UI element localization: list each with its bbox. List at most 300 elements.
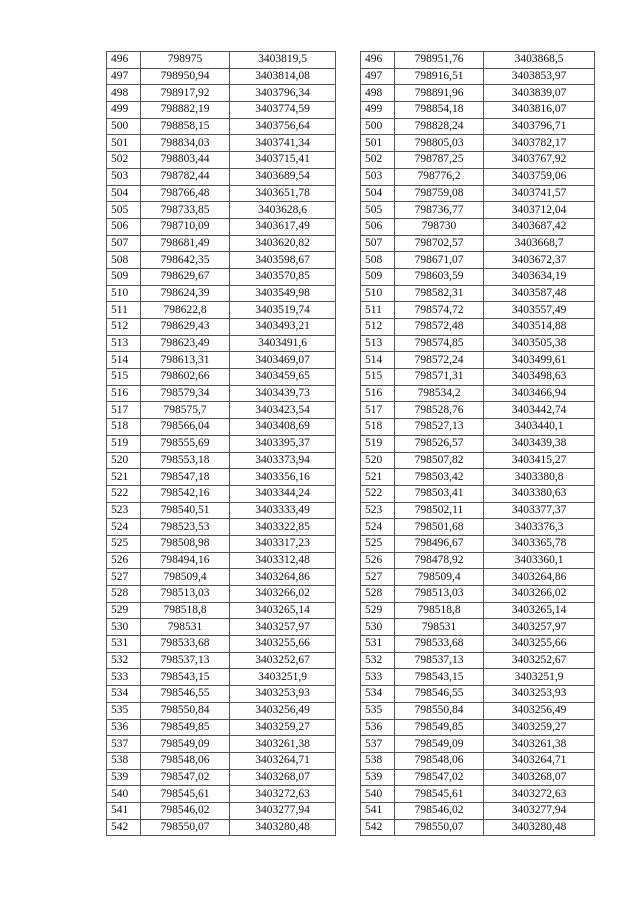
table-row bbox=[361, 268, 595, 285]
x-coordinate-cell: 798776,2 bbox=[395, 168, 484, 185]
table-row bbox=[361, 369, 595, 386]
point-number-cell: 507 bbox=[107, 235, 141, 252]
y-coordinate-cell: 3403816,07 bbox=[484, 102, 595, 119]
y-coordinate-cell: 3403322,85 bbox=[230, 519, 336, 536]
y-coordinate-cell: 3403796,34 bbox=[230, 85, 336, 102]
point-number-cell: 531 bbox=[107, 636, 141, 653]
table-row bbox=[107, 102, 336, 119]
x-coordinate-cell: 798549,09 bbox=[395, 736, 484, 753]
table-row bbox=[107, 118, 336, 135]
point-number-cell: 500 bbox=[107, 118, 141, 135]
y-coordinate-cell: 3403498,63 bbox=[484, 369, 595, 386]
y-coordinate-cell: 3403266,02 bbox=[484, 586, 595, 603]
point-number-cell: 497 bbox=[107, 68, 141, 85]
x-coordinate-cell: 798547,02 bbox=[141, 769, 230, 786]
table-row bbox=[361, 602, 595, 619]
point-number-cell: 523 bbox=[361, 502, 395, 519]
y-coordinate-cell: 3403442,74 bbox=[484, 402, 595, 419]
point-number-cell: 537 bbox=[361, 736, 395, 753]
x-coordinate-cell: 798537,13 bbox=[141, 652, 230, 669]
point-number-cell: 534 bbox=[361, 686, 395, 703]
x-coordinate-cell: 798478,92 bbox=[395, 552, 484, 569]
table-row bbox=[107, 786, 336, 803]
point-number-cell: 513 bbox=[361, 335, 395, 352]
x-coordinate-cell: 798566,04 bbox=[141, 419, 230, 436]
point-number-cell: 541 bbox=[107, 802, 141, 819]
x-coordinate-cell: 798547,02 bbox=[395, 769, 484, 786]
point-number-cell: 508 bbox=[361, 252, 395, 269]
x-coordinate-cell: 798496,67 bbox=[395, 535, 484, 552]
table-row bbox=[361, 185, 595, 202]
table-row bbox=[107, 319, 336, 336]
table-row bbox=[107, 202, 336, 219]
y-coordinate-cell: 3403360,1 bbox=[484, 552, 595, 569]
point-number-cell: 511 bbox=[107, 302, 141, 319]
y-coordinate-cell: 3403373,94 bbox=[230, 452, 336, 469]
y-coordinate-cell: 3403261,38 bbox=[484, 736, 595, 753]
y-coordinate-cell: 3403668,7 bbox=[484, 235, 595, 252]
point-number-cell: 515 bbox=[107, 369, 141, 386]
table-row bbox=[361, 152, 595, 169]
table-row bbox=[361, 135, 595, 152]
y-coordinate-cell: 3403741,34 bbox=[230, 135, 336, 152]
y-coordinate-cell: 3403598,67 bbox=[230, 252, 336, 269]
table-row bbox=[361, 68, 595, 85]
y-coordinate-cell: 3403634,19 bbox=[484, 268, 595, 285]
point-number-cell: 517 bbox=[361, 402, 395, 419]
x-coordinate-cell: 798759,08 bbox=[395, 185, 484, 202]
x-coordinate-cell: 798509,4 bbox=[395, 569, 484, 586]
y-coordinate-cell: 3403376,3 bbox=[484, 519, 595, 536]
table-row bbox=[361, 686, 595, 703]
table-row bbox=[107, 636, 336, 653]
y-coordinate-cell: 3403280,48 bbox=[230, 819, 336, 836]
table-row bbox=[107, 686, 336, 703]
x-coordinate-cell: 798546,02 bbox=[395, 802, 484, 819]
x-coordinate-cell: 798642,35 bbox=[141, 252, 230, 269]
x-coordinate-cell: 798547,18 bbox=[141, 469, 230, 486]
point-number-cell: 510 bbox=[107, 285, 141, 302]
table-row bbox=[361, 435, 595, 452]
y-coordinate-cell: 3403796,71 bbox=[484, 118, 595, 135]
y-coordinate-cell: 3403251,9 bbox=[230, 669, 336, 686]
y-coordinate-cell: 3403264,71 bbox=[230, 752, 336, 769]
x-coordinate-cell: 798533,68 bbox=[395, 636, 484, 653]
x-coordinate-cell: 798782,44 bbox=[141, 168, 230, 185]
x-coordinate-cell: 798549,85 bbox=[395, 719, 484, 736]
y-coordinate-cell: 3403493,21 bbox=[230, 319, 336, 336]
x-coordinate-cell: 798549,09 bbox=[141, 736, 230, 753]
x-coordinate-cell: 798574,72 bbox=[395, 302, 484, 319]
x-coordinate-cell: 798603,59 bbox=[395, 268, 484, 285]
y-coordinate-cell: 3403251,9 bbox=[484, 669, 595, 686]
point-number-cell: 528 bbox=[361, 586, 395, 603]
point-number-cell: 529 bbox=[361, 602, 395, 619]
y-coordinate-cell: 3403268,07 bbox=[230, 769, 336, 786]
table-row bbox=[107, 769, 336, 786]
y-coordinate-cell: 3403356,16 bbox=[230, 469, 336, 486]
table-row bbox=[107, 469, 336, 486]
x-coordinate-cell: 798602,66 bbox=[141, 369, 230, 386]
x-coordinate-cell: 798950,94 bbox=[141, 68, 230, 85]
table-row bbox=[361, 652, 595, 669]
x-coordinate-cell: 798546,02 bbox=[141, 802, 230, 819]
x-coordinate-cell: 798503,42 bbox=[395, 469, 484, 486]
point-number-cell: 525 bbox=[107, 535, 141, 552]
y-coordinate-cell: 3403440,1 bbox=[484, 419, 595, 436]
point-number-cell: 539 bbox=[361, 769, 395, 786]
table-row bbox=[361, 519, 595, 536]
x-coordinate-cell: 798834,03 bbox=[141, 135, 230, 152]
y-coordinate-cell: 3403423,54 bbox=[230, 402, 336, 419]
y-coordinate-cell: 3403261,38 bbox=[230, 736, 336, 753]
table-row bbox=[107, 586, 336, 603]
table-row bbox=[107, 752, 336, 769]
x-coordinate-cell: 798951,76 bbox=[395, 52, 484, 69]
table-row bbox=[107, 602, 336, 619]
x-coordinate-cell: 798550,84 bbox=[141, 702, 230, 719]
point-number-cell: 538 bbox=[361, 752, 395, 769]
x-coordinate-cell: 798882,19 bbox=[141, 102, 230, 119]
point-number-cell: 522 bbox=[107, 485, 141, 502]
table-row bbox=[361, 118, 595, 135]
x-coordinate-cell: 798545,61 bbox=[141, 786, 230, 803]
table-row bbox=[107, 185, 336, 202]
point-number-cell: 531 bbox=[361, 636, 395, 653]
x-coordinate-cell: 798550,07 bbox=[395, 819, 484, 836]
table-row bbox=[107, 419, 336, 436]
y-coordinate-cell: 3403587,48 bbox=[484, 285, 595, 302]
x-coordinate-cell: 798917,92 bbox=[141, 85, 230, 102]
x-coordinate-cell: 798579,34 bbox=[141, 385, 230, 402]
y-coordinate-cell: 3403439,73 bbox=[230, 385, 336, 402]
table-row bbox=[107, 168, 336, 185]
point-number-cell: 509 bbox=[361, 268, 395, 285]
x-coordinate-cell: 798542,16 bbox=[141, 485, 230, 502]
table-row bbox=[107, 68, 336, 85]
table-row bbox=[107, 435, 336, 452]
point-number-cell: 522 bbox=[361, 485, 395, 502]
table-row bbox=[107, 369, 336, 386]
point-number-cell: 505 bbox=[107, 202, 141, 219]
x-coordinate-cell: 798501,68 bbox=[395, 519, 484, 536]
point-number-cell: 497 bbox=[361, 68, 395, 85]
y-coordinate-cell: 3403415,27 bbox=[484, 452, 595, 469]
x-coordinate-cell: 798527,13 bbox=[395, 419, 484, 436]
y-coordinate-cell: 3403819,5 bbox=[230, 52, 336, 69]
y-coordinate-cell: 3403839,07 bbox=[484, 85, 595, 102]
y-coordinate-cell: 3403272,63 bbox=[484, 786, 595, 803]
point-number-cell: 538 bbox=[107, 752, 141, 769]
x-coordinate-cell: 798854,18 bbox=[395, 102, 484, 119]
point-number-cell: 519 bbox=[361, 435, 395, 452]
y-coordinate-cell: 3403277,94 bbox=[484, 802, 595, 819]
point-number-cell: 508 bbox=[107, 252, 141, 269]
y-coordinate-cell: 3403617,49 bbox=[230, 218, 336, 235]
point-number-cell: 505 bbox=[361, 202, 395, 219]
point-number-cell: 526 bbox=[107, 552, 141, 569]
table-row bbox=[361, 535, 595, 552]
table-row bbox=[107, 552, 336, 569]
x-coordinate-cell: 798787,25 bbox=[395, 152, 484, 169]
y-coordinate-cell: 3403255,66 bbox=[230, 636, 336, 653]
table-row bbox=[107, 702, 336, 719]
point-number-cell: 506 bbox=[107, 218, 141, 235]
table-row bbox=[361, 702, 595, 719]
x-coordinate-cell: 798766,48 bbox=[141, 185, 230, 202]
point-number-cell: 504 bbox=[107, 185, 141, 202]
y-coordinate-cell: 3403759,06 bbox=[484, 168, 595, 185]
point-number-cell: 502 bbox=[361, 152, 395, 169]
table-row bbox=[361, 452, 595, 469]
x-coordinate-cell: 798574,85 bbox=[395, 335, 484, 352]
x-coordinate-cell: 798533,68 bbox=[141, 636, 230, 653]
table-row bbox=[361, 736, 595, 753]
point-number-cell: 537 bbox=[107, 736, 141, 753]
x-coordinate-cell: 798494,16 bbox=[141, 552, 230, 569]
x-coordinate-cell: 798518,8 bbox=[395, 602, 484, 619]
point-number-cell: 515 bbox=[361, 369, 395, 386]
x-coordinate-cell: 798710,09 bbox=[141, 218, 230, 235]
table-row bbox=[361, 569, 595, 586]
y-coordinate-cell: 3403620,82 bbox=[230, 235, 336, 252]
x-coordinate-cell: 798828,24 bbox=[395, 118, 484, 135]
table-row bbox=[361, 502, 595, 519]
y-coordinate-cell: 3403344,24 bbox=[230, 485, 336, 502]
x-coordinate-cell: 798805,03 bbox=[395, 135, 484, 152]
table-row bbox=[107, 335, 336, 352]
table-row bbox=[107, 819, 336, 836]
table-row bbox=[361, 669, 595, 686]
x-coordinate-cell: 798523,53 bbox=[141, 519, 230, 536]
point-number-cell: 525 bbox=[361, 535, 395, 552]
point-number-cell: 527 bbox=[361, 569, 395, 586]
table-row bbox=[361, 419, 595, 436]
table-row bbox=[107, 652, 336, 669]
point-number-cell: 524 bbox=[107, 519, 141, 536]
x-coordinate-cell: 798548,06 bbox=[141, 752, 230, 769]
y-coordinate-cell: 3403756,64 bbox=[230, 118, 336, 135]
point-number-cell: 533 bbox=[107, 669, 141, 686]
table-row bbox=[107, 802, 336, 819]
table-row bbox=[107, 502, 336, 519]
point-number-cell: 530 bbox=[361, 619, 395, 636]
table-row bbox=[361, 485, 595, 502]
y-coordinate-cell: 3403469,07 bbox=[230, 352, 336, 369]
x-coordinate-cell: 798509,4 bbox=[141, 569, 230, 586]
x-coordinate-cell: 798975 bbox=[141, 52, 230, 69]
y-coordinate-cell: 3403277,94 bbox=[230, 802, 336, 819]
x-coordinate-cell: 798613,31 bbox=[141, 352, 230, 369]
x-coordinate-cell: 798508,98 bbox=[141, 535, 230, 552]
table-row bbox=[361, 102, 595, 119]
table-row bbox=[361, 202, 595, 219]
point-number-cell: 521 bbox=[107, 469, 141, 486]
point-number-cell: 540 bbox=[107, 786, 141, 803]
x-coordinate-cell: 798543,15 bbox=[141, 669, 230, 686]
x-coordinate-cell: 798502,11 bbox=[395, 502, 484, 519]
x-coordinate-cell: 798702,57 bbox=[395, 235, 484, 252]
point-number-cell: 518 bbox=[361, 419, 395, 436]
y-coordinate-cell: 3403439,38 bbox=[484, 435, 595, 452]
x-coordinate-cell: 798513,03 bbox=[395, 586, 484, 603]
table-row bbox=[107, 452, 336, 469]
point-number-cell: 542 bbox=[361, 819, 395, 836]
x-coordinate-cell: 798549,85 bbox=[141, 719, 230, 736]
point-number-cell: 535 bbox=[361, 702, 395, 719]
table-row bbox=[107, 669, 336, 686]
point-number-cell: 535 bbox=[107, 702, 141, 719]
table-row bbox=[107, 736, 336, 753]
x-coordinate-cell: 798537,13 bbox=[395, 652, 484, 669]
point-number-cell: 504 bbox=[361, 185, 395, 202]
y-coordinate-cell: 3403628,6 bbox=[230, 202, 336, 219]
x-coordinate-cell: 798629,67 bbox=[141, 268, 230, 285]
x-coordinate-cell: 798531 bbox=[395, 619, 484, 636]
y-coordinate-cell: 3403252,67 bbox=[484, 652, 595, 669]
x-coordinate-cell: 798624,39 bbox=[141, 285, 230, 302]
point-number-cell: 520 bbox=[361, 452, 395, 469]
x-coordinate-cell: 798507,82 bbox=[395, 452, 484, 469]
table-row bbox=[361, 586, 595, 603]
point-number-cell: 496 bbox=[107, 52, 141, 69]
table-row bbox=[361, 302, 595, 319]
point-number-cell: 534 bbox=[107, 686, 141, 703]
x-coordinate-cell: 798540,51 bbox=[141, 502, 230, 519]
table-row bbox=[107, 85, 336, 102]
point-number-cell: 541 bbox=[361, 802, 395, 819]
point-number-cell: 521 bbox=[361, 469, 395, 486]
x-coordinate-cell: 798730 bbox=[395, 218, 484, 235]
y-coordinate-cell: 3403499,61 bbox=[484, 352, 595, 369]
x-coordinate-cell: 798543,15 bbox=[395, 669, 484, 686]
point-number-cell: 532 bbox=[107, 652, 141, 669]
table-row bbox=[361, 385, 595, 402]
y-coordinate-cell: 3403514,88 bbox=[484, 319, 595, 336]
table-row bbox=[361, 285, 595, 302]
table-row bbox=[107, 352, 336, 369]
x-coordinate-cell: 798545,61 bbox=[395, 786, 484, 803]
y-coordinate-cell: 3403505,38 bbox=[484, 335, 595, 352]
y-coordinate-cell: 3403259,27 bbox=[230, 719, 336, 736]
x-coordinate-cell: 798803,44 bbox=[141, 152, 230, 169]
y-coordinate-cell: 3403557,49 bbox=[484, 302, 595, 319]
table-row bbox=[361, 636, 595, 653]
y-coordinate-cell: 3403767,92 bbox=[484, 152, 595, 169]
point-number-cell: 501 bbox=[361, 135, 395, 152]
table-row bbox=[107, 619, 336, 636]
y-coordinate-cell: 3403466,94 bbox=[484, 385, 595, 402]
y-coordinate-cell: 3403377,37 bbox=[484, 502, 595, 519]
table-row bbox=[107, 52, 336, 69]
y-coordinate-cell: 3403317,23 bbox=[230, 535, 336, 552]
y-coordinate-cell: 3403782,17 bbox=[484, 135, 595, 152]
x-coordinate-cell: 798550,07 bbox=[141, 819, 230, 836]
y-coordinate-cell: 3403741,57 bbox=[484, 185, 595, 202]
table-row bbox=[361, 786, 595, 803]
x-coordinate-cell: 798528,76 bbox=[395, 402, 484, 419]
table-row bbox=[361, 218, 595, 235]
table-row bbox=[107, 268, 336, 285]
y-coordinate-cell: 3403265,14 bbox=[230, 602, 336, 619]
table-row bbox=[361, 469, 595, 486]
point-number-cell: 539 bbox=[107, 769, 141, 786]
y-coordinate-cell: 3403570,85 bbox=[230, 268, 336, 285]
table-row bbox=[361, 769, 595, 786]
table-row bbox=[361, 52, 595, 69]
table-row bbox=[361, 552, 595, 569]
y-coordinate-cell: 3403395,37 bbox=[230, 435, 336, 452]
point-number-cell: 524 bbox=[361, 519, 395, 536]
point-number-cell: 527 bbox=[107, 569, 141, 586]
x-coordinate-cell: 798548,06 bbox=[395, 752, 484, 769]
coordinates-table-left bbox=[106, 51, 336, 836]
point-number-cell: 513 bbox=[107, 335, 141, 352]
table-row bbox=[361, 402, 595, 419]
table-row bbox=[361, 752, 595, 769]
y-coordinate-cell: 3403257,97 bbox=[230, 619, 336, 636]
y-coordinate-cell: 3403268,07 bbox=[484, 769, 595, 786]
table-row bbox=[107, 385, 336, 402]
x-coordinate-cell: 798513,03 bbox=[141, 586, 230, 603]
point-number-cell: 529 bbox=[107, 602, 141, 619]
y-coordinate-cell: 3403365,78 bbox=[484, 535, 595, 552]
x-coordinate-cell: 798629,43 bbox=[141, 319, 230, 336]
y-coordinate-cell: 3403255,66 bbox=[484, 636, 595, 653]
point-number-cell: 542 bbox=[107, 819, 141, 836]
y-coordinate-cell: 3403774,59 bbox=[230, 102, 336, 119]
x-coordinate-cell: 798550,84 bbox=[395, 702, 484, 719]
y-coordinate-cell: 3403264,71 bbox=[484, 752, 595, 769]
y-coordinate-cell: 3403252,67 bbox=[230, 652, 336, 669]
y-coordinate-cell: 3403257,97 bbox=[484, 619, 595, 636]
y-coordinate-cell: 3403549,98 bbox=[230, 285, 336, 302]
point-number-cell: 516 bbox=[107, 385, 141, 402]
point-number-cell: 506 bbox=[361, 218, 395, 235]
point-number-cell: 514 bbox=[361, 352, 395, 369]
table-row bbox=[107, 535, 336, 552]
table-row bbox=[361, 819, 595, 836]
table-row bbox=[361, 719, 595, 736]
point-number-cell: 510 bbox=[361, 285, 395, 302]
point-number-cell: 503 bbox=[107, 168, 141, 185]
table-row bbox=[361, 335, 595, 352]
x-coordinate-cell: 798582,31 bbox=[395, 285, 484, 302]
table-row bbox=[107, 519, 336, 536]
coordinates-table-right bbox=[360, 51, 595, 836]
x-coordinate-cell: 798571,31 bbox=[395, 369, 484, 386]
table-row bbox=[107, 218, 336, 235]
point-number-cell: 512 bbox=[107, 319, 141, 336]
point-number-cell: 498 bbox=[361, 85, 395, 102]
point-number-cell: 514 bbox=[107, 352, 141, 369]
table-row bbox=[107, 719, 336, 736]
x-coordinate-cell: 798858,15 bbox=[141, 118, 230, 135]
point-number-cell: 519 bbox=[107, 435, 141, 452]
x-coordinate-cell: 798916,51 bbox=[395, 68, 484, 85]
point-number-cell: 511 bbox=[361, 302, 395, 319]
y-coordinate-cell: 3403459,65 bbox=[230, 369, 336, 386]
point-number-cell: 526 bbox=[361, 552, 395, 569]
y-coordinate-cell: 3403519,74 bbox=[230, 302, 336, 319]
x-coordinate-cell: 798622,8 bbox=[141, 302, 230, 319]
point-number-cell: 502 bbox=[107, 152, 141, 169]
table-row bbox=[361, 352, 595, 369]
table-row bbox=[361, 802, 595, 819]
y-coordinate-cell: 3403853,97 bbox=[484, 68, 595, 85]
y-coordinate-cell: 3403715,41 bbox=[230, 152, 336, 169]
y-coordinate-cell: 3403265,14 bbox=[484, 602, 595, 619]
